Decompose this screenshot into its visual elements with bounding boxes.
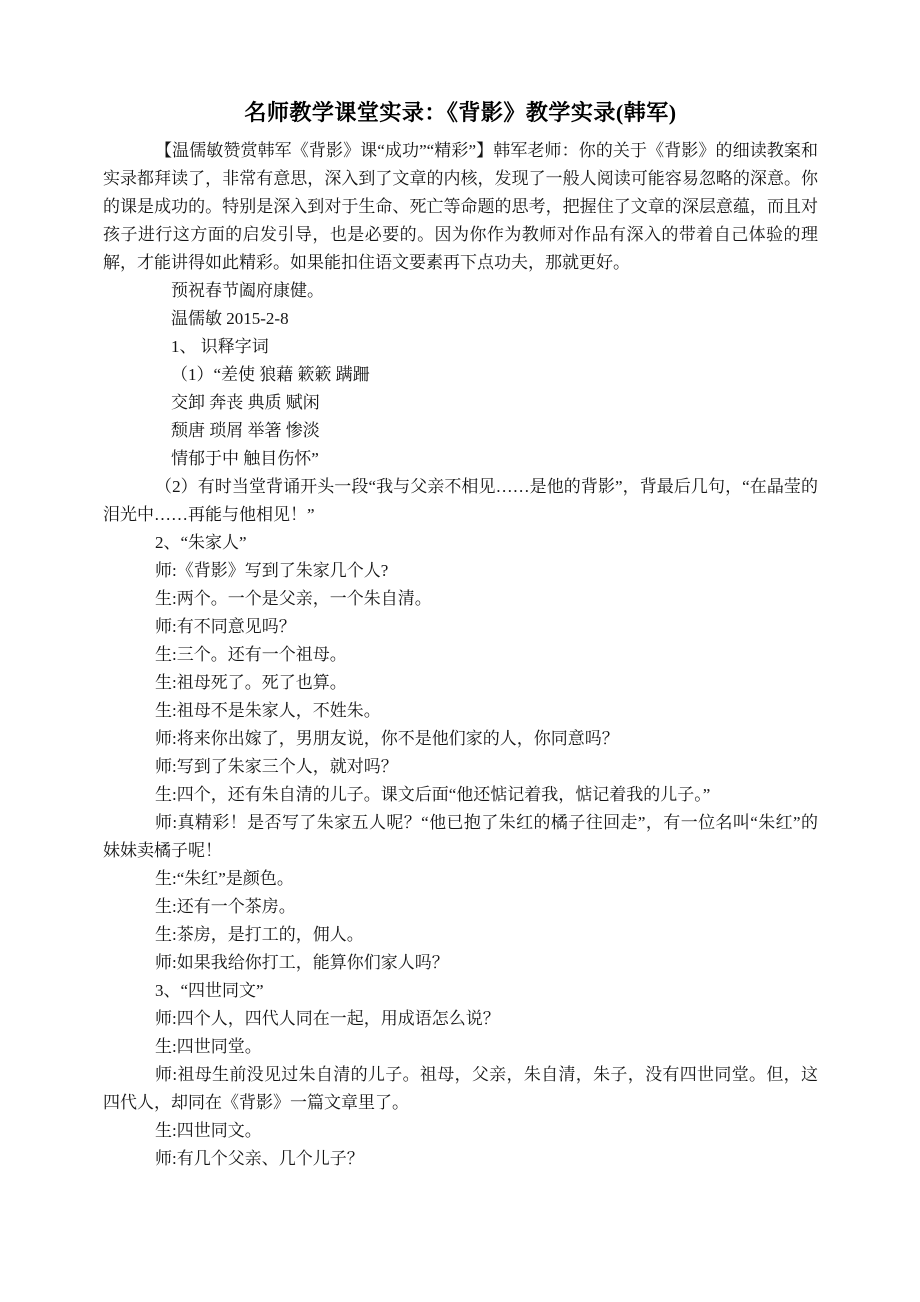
section-1-heading: 1、 识释字词 xyxy=(171,337,269,356)
dialogue-student: 生:茶房，是打工的，佣人。 xyxy=(155,925,364,944)
intro-paragraph: 【温儒敏赞赏韩军《背影》课“成功”“精彩”】韩军老师：你的关于《背影》的细读教案和实录都拜读了，非常有意思，深入到了文章的内核，发现了一般人阅读可能容易忽略的深意。你的课是成功的。特别是深入到对于生命、死亡等命题的思考，把握住了文章的深层意蕴，而且对孩子进行这方面的启发引导，也是必要的。因为你作为教师对作品有深入的带着自己体验的理解，才能讲得如此精彩。如果能扣住语文要素再下点功夫，那就更好。 xyxy=(103,141,818,272)
dialogue-student: 生:祖母不是朱家人，不姓朱。 xyxy=(155,701,381,720)
dialogue-teacher: 师:《背影》写到了朱家几个人? xyxy=(155,561,389,580)
word-list-line: 交卸 奔丧 典质 赋闲 xyxy=(171,393,320,412)
dialogue-student: 生:还有一个茶房。 xyxy=(155,897,296,916)
dialogue-student: 生:两个。一个是父亲，一个朱自清。 xyxy=(155,589,432,608)
dialogue-teacher: 师:将来你出嫁了，男朋友说，你不是他们家的人，你同意吗？ xyxy=(155,729,619,748)
dialogue-student: 生:四世同堂。 xyxy=(155,1037,262,1056)
dialogue-teacher: 师:祖母生前没见过朱自清的儿子。祖母，父亲，朱自清，朱子，没有四世同堂。但，这四代人，却同在《背影》一篇文章里了。 xyxy=(103,1065,818,1112)
dialogue-teacher: 师:有几个父亲、几个儿子？ xyxy=(155,1149,364,1168)
dialogue-student: 生:“朱红”是颜色。 xyxy=(155,869,294,888)
word-list-line: 情郁于中 触目伤怀” xyxy=(171,449,319,468)
document-title: 名师教学课堂实录：《背影》教学实录(韩军) xyxy=(244,100,677,125)
recitation-paragraph: （2）有时当堂背诵开头一段“我与父亲不相见……是他的背影”，背最后几句，“在晶莹的泪光中……再能与他相见！” xyxy=(103,477,818,524)
signature-line: 温儒敏 2015-2-8 xyxy=(171,309,289,328)
dialogue-student: 生:四世同文。 xyxy=(155,1121,262,1140)
dialogue-teacher: 师:如果我给你打工，能算你们家人吗？ xyxy=(155,953,449,972)
dialogue-student: 生:四个，还有朱自清的儿子。课文后面“他还惦记着我，惦记着我的儿子。” xyxy=(155,785,711,804)
word-list-line: （1）“差使 狼藉 簌簌 蹒跚 xyxy=(171,365,370,384)
dialogue-student: 生:三个。还有一个祖母。 xyxy=(155,645,347,664)
section-3-heading: 3、“四世同文” xyxy=(155,981,264,1000)
dialogue-teacher: 师:四个人，四代人同在一起，用成语怎么说？ xyxy=(155,1009,500,1028)
dialogue-teacher: 师:真精彩！是否写了朱家五人呢？“他已抱了朱红的橘子往回走”，有一位名叫“朱红”的妹妹卖橘子呢！ xyxy=(103,813,818,860)
greeting-line: 预祝春节阖府康健。 xyxy=(171,281,324,300)
document-body xyxy=(103,137,818,1173)
dialogue-teacher: 师:写到了朱家三个人，就对吗？ xyxy=(155,757,398,776)
word-list-line: 颓唐 琐屑 举箸 惨淡 xyxy=(171,421,320,440)
section-2-heading: 2、“朱家人” xyxy=(155,533,247,552)
dialogue-teacher: 师:有不同意见吗？ xyxy=(155,617,296,636)
dialogue-student: 生:祖母死了。死了也算。 xyxy=(155,673,347,692)
